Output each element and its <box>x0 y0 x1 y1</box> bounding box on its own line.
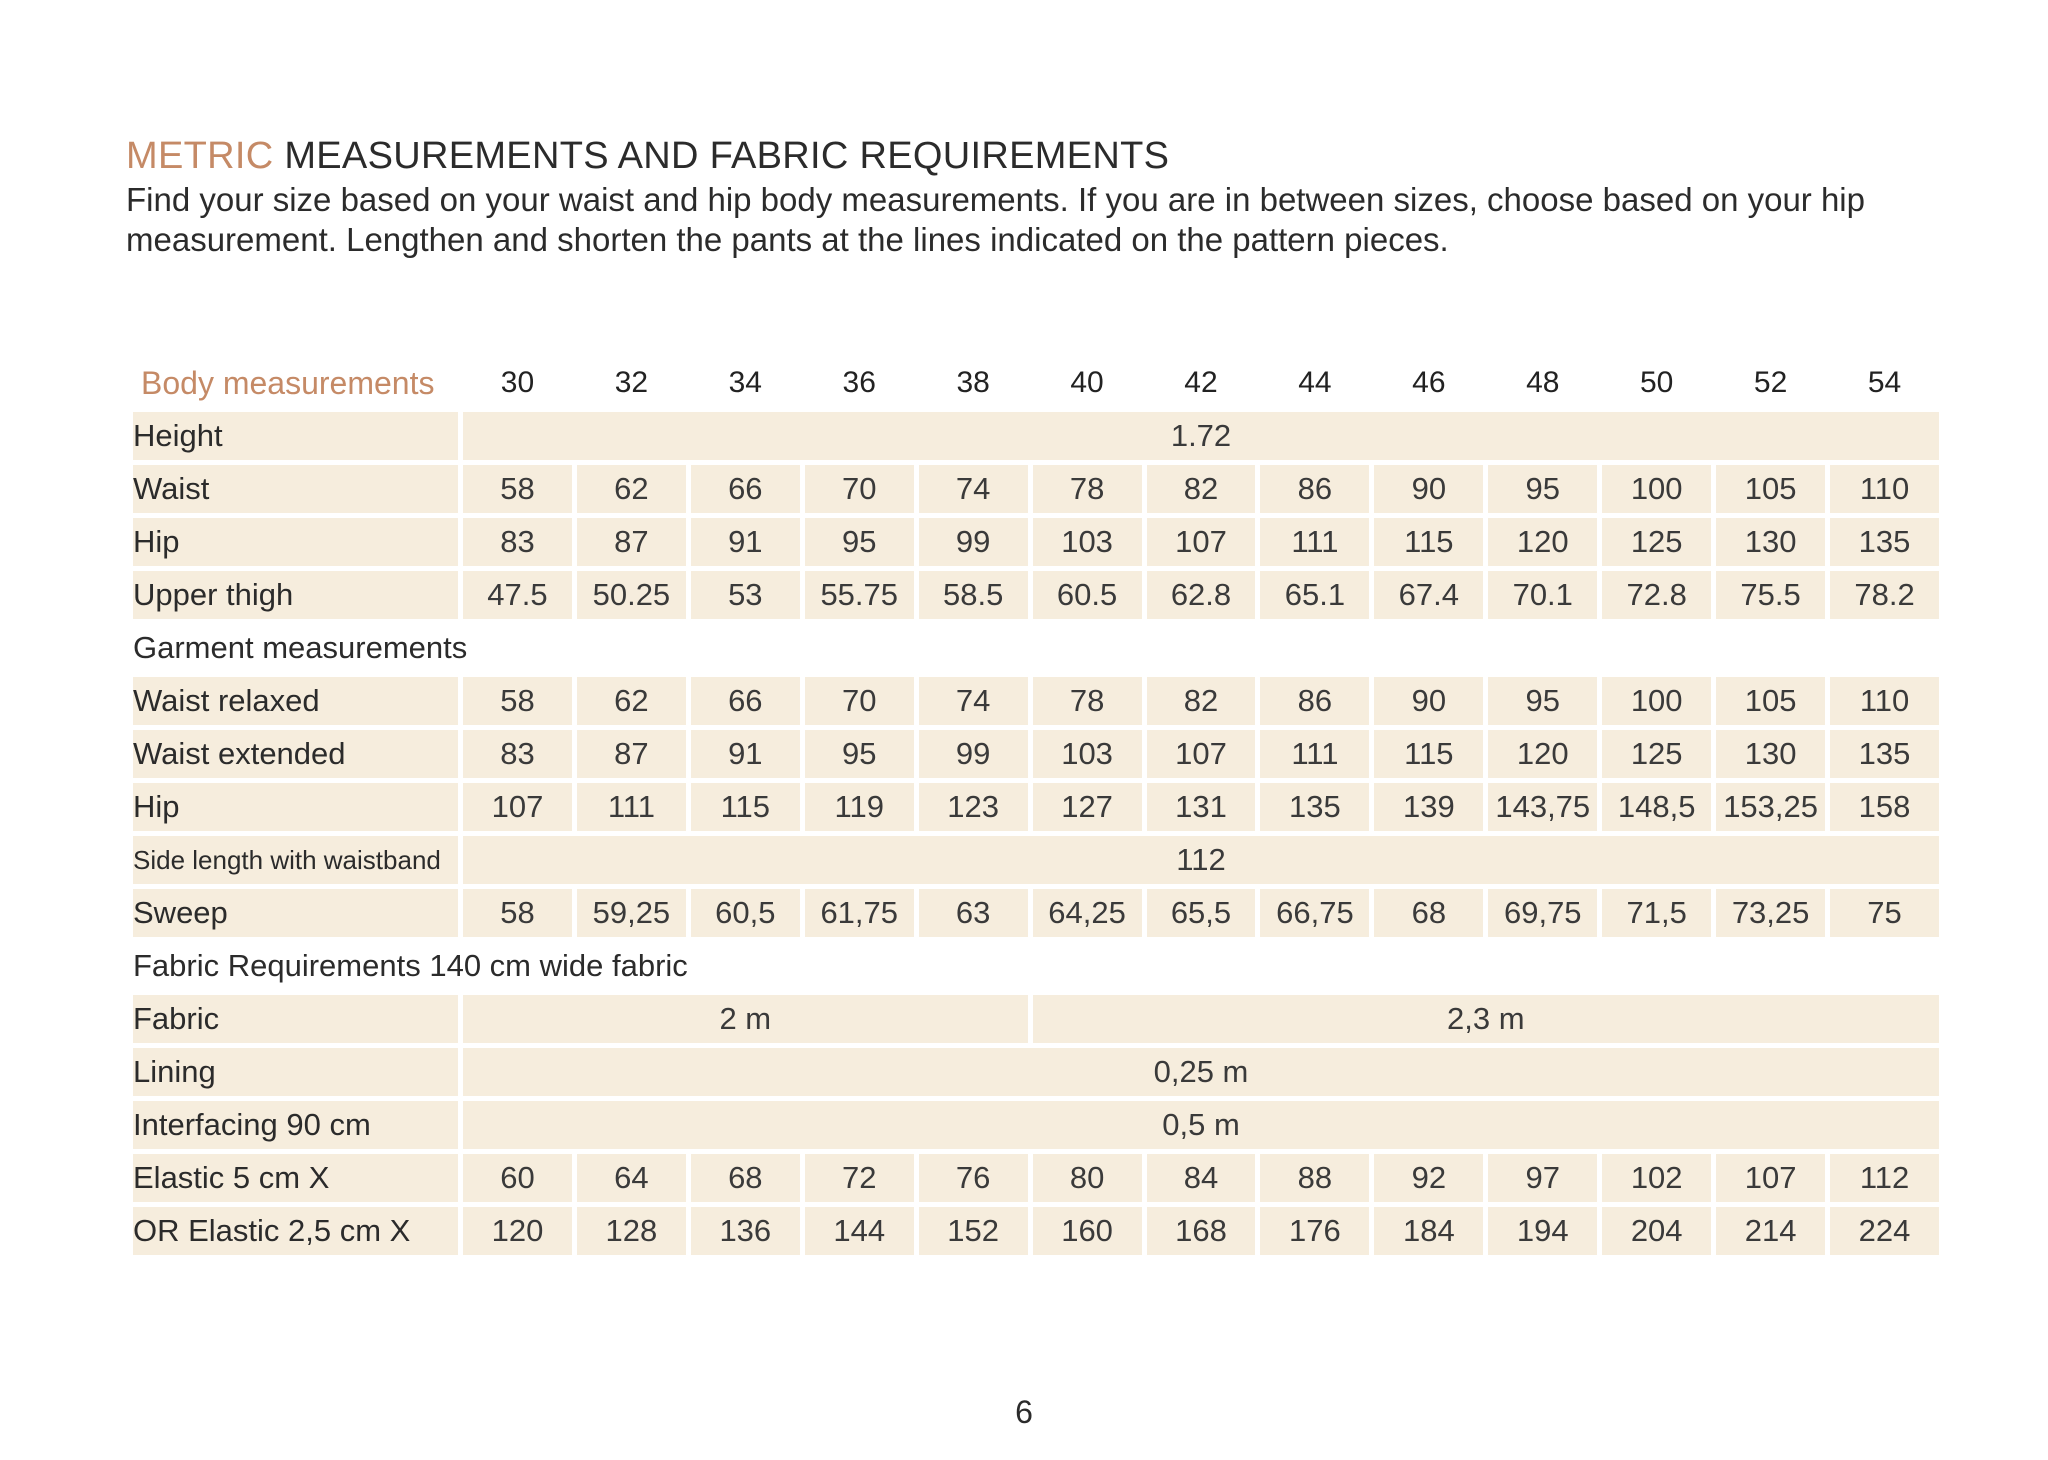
table-cell: 90 <box>1374 465 1483 513</box>
table-cell: 91 <box>691 730 800 778</box>
table-cell: 78 <box>1033 677 1142 725</box>
table-row <box>133 1048 1939 1096</box>
table-cell: 84 <box>1147 1154 1256 1202</box>
table-cell: 53 <box>691 571 800 619</box>
table-cell: 123 <box>919 783 1028 831</box>
table-row <box>133 677 1939 725</box>
table-cell: 60.5 <box>1033 571 1142 619</box>
table-cell-merged: 0,5 m <box>463 1101 1939 1149</box>
table-cell: 92 <box>1374 1154 1483 1202</box>
table-row <box>133 1207 1939 1255</box>
table-cell: 160 <box>1033 1207 1142 1255</box>
size-header-46: 46 <box>1412 366 1446 399</box>
table-cell: 97 <box>1488 1154 1597 1202</box>
row-label: Upper thigh <box>133 571 458 619</box>
table-cell: 119 <box>805 783 914 831</box>
row-label: Hip <box>133 518 458 566</box>
table-cell: 112 <box>1830 1154 1939 1202</box>
table-cell: 105 <box>1716 465 1825 513</box>
table-cell: 83 <box>463 518 572 566</box>
table-row <box>133 571 1939 619</box>
table-cell: 184 <box>1374 1207 1483 1255</box>
table-cell: 103 <box>1033 518 1142 566</box>
size-header-54: 54 <box>1867 366 1902 399</box>
table-cell: 58 <box>463 465 572 513</box>
table-cell-merged: 2 m <box>463 995 1028 1043</box>
table-cell: 66,75 <box>1260 889 1369 937</box>
table-cell: 153,25 <box>1716 783 1825 831</box>
table-cell: 62 <box>577 677 686 725</box>
table-cell: 135 <box>1260 783 1369 831</box>
table-cell: 80 <box>1033 1154 1142 1202</box>
table-cell: 135 <box>1830 730 1939 778</box>
table-cell: 131 <box>1147 783 1256 831</box>
row-label: Height <box>133 412 458 460</box>
section-row <box>133 624 1939 672</box>
table-cell-merged: 2,3 m <box>1033 995 1939 1043</box>
intro-text <box>126 180 1986 260</box>
size-header-row <box>133 359 1939 407</box>
row-label: Waist extended <box>133 730 458 778</box>
table-cell: 72 <box>805 1154 914 1202</box>
table-cell: 95 <box>805 730 914 778</box>
table-cell-merged: 1.72 <box>463 412 1939 460</box>
table-cell: 139 <box>1374 783 1483 831</box>
table-cell: 58 <box>463 889 572 937</box>
table-row <box>133 412 1939 460</box>
section-heading: Fabric Requirements 140 cm wide fabric <box>133 948 688 983</box>
table-cell: 135 <box>1830 518 1939 566</box>
table-cell: 86 <box>1260 677 1369 725</box>
table-row <box>133 465 1939 513</box>
table-cell: 111 <box>1260 730 1369 778</box>
table-cell: 58 <box>463 677 572 725</box>
table-cell: 65,5 <box>1147 889 1256 937</box>
body-measurements-heading: Body measurements <box>141 364 435 401</box>
table-cell: 64,25 <box>1033 889 1142 937</box>
size-header-32: 32 <box>614 366 649 399</box>
table-cell: 144 <box>805 1207 914 1255</box>
table-cell: 107 <box>1147 730 1256 778</box>
table-cell: 76 <box>919 1154 1028 1202</box>
row-label: Elastic 5 cm X <box>133 1154 458 1202</box>
table-cell: 75.5 <box>1716 571 1825 619</box>
table-cell: 110 <box>1830 677 1939 725</box>
table-cell: 107 <box>1716 1154 1825 1202</box>
table-cell: 95 <box>1488 465 1597 513</box>
table-cell: 111 <box>577 783 686 831</box>
table-cell: 120 <box>463 1207 572 1255</box>
row-label: Sweep <box>133 889 458 937</box>
table-cell: 204 <box>1602 1207 1711 1255</box>
table-cell: 99 <box>919 518 1028 566</box>
table-cell: 75 <box>1830 889 1939 937</box>
row-label: Side length with waistband <box>133 836 458 884</box>
table-row <box>133 995 1939 1043</box>
table-cell: 70 <box>805 677 914 725</box>
table-cell: 82 <box>1147 465 1256 513</box>
size-header-50: 50 <box>1639 366 1674 399</box>
table-row <box>133 1154 1939 1202</box>
table-cell: 87 <box>577 518 686 566</box>
table-cell: 66 <box>691 465 800 513</box>
table-cell: 65.1 <box>1260 571 1369 619</box>
table-cell: 71,5 <box>1602 889 1711 937</box>
table-cell: 74 <box>919 677 1028 725</box>
table-cell: 100 <box>1602 677 1711 725</box>
table-cell: 83 <box>463 730 572 778</box>
table-cell: 136 <box>691 1207 800 1255</box>
table-cell: 63 <box>919 889 1028 937</box>
size-header-48: 48 <box>1526 366 1560 399</box>
table-cell: 100 <box>1602 465 1711 513</box>
table-cell: 130 <box>1716 730 1825 778</box>
size-chart-table <box>128 354 1944 1260</box>
table-cell: 70 <box>805 465 914 513</box>
table-cell: 68 <box>1374 889 1483 937</box>
table-cell: 78.2 <box>1830 571 1939 619</box>
table-cell-merged: 0,25 m <box>463 1048 1939 1096</box>
size-chart-body <box>133 412 1939 1255</box>
table-cell: 168 <box>1147 1207 1256 1255</box>
table-cell: 95 <box>1488 677 1597 725</box>
table-cell: 176 <box>1260 1207 1369 1255</box>
table-cell: 74 <box>919 465 1028 513</box>
table-cell: 110 <box>1830 465 1939 513</box>
size-header-44: 44 <box>1298 366 1332 399</box>
table-cell: 125 <box>1602 518 1711 566</box>
table-cell: 127 <box>1033 783 1142 831</box>
table-cell: 107 <box>463 783 572 831</box>
table-cell: 60 <box>463 1154 572 1202</box>
table-cell: 128 <box>577 1207 686 1255</box>
intro-line-1: Find your size based on your waist and hip body measurements. If you are in between sizes, choose based on your hip <box>126 181 1865 218</box>
size-header-40: 40 <box>1070 366 1104 399</box>
table-cell: 120 <box>1488 518 1597 566</box>
row-label: Lining <box>133 1048 458 1096</box>
section-heading: Garment measurements <box>133 630 468 665</box>
table-cell: 73,25 <box>1716 889 1825 937</box>
size-header-30: 30 <box>500 366 535 399</box>
table-cell: 120 <box>1488 730 1597 778</box>
row-label: Interfacing 90 cm <box>133 1101 458 1149</box>
table-cell: 61,75 <box>805 889 914 937</box>
table-cell: 194 <box>1488 1207 1597 1255</box>
table-cell: 152 <box>919 1207 1028 1255</box>
row-label: Hip <box>133 783 458 831</box>
table-cell: 158 <box>1830 783 1939 831</box>
table-cell: 105 <box>1716 677 1825 725</box>
table-cell: 64 <box>577 1154 686 1202</box>
section-row <box>133 942 1939 990</box>
table-cell-merged: 112 <box>463 836 1939 884</box>
table-cell: 224 <box>1830 1207 1939 1255</box>
table-cell: 107 <box>1147 518 1256 566</box>
table-row <box>133 1101 1939 1149</box>
page-title <box>126 134 1169 178</box>
title-rest: MEASUREMENTS AND FABRIC REQUIREMENTS <box>273 135 1170 177</box>
table-cell: 72.8 <box>1602 571 1711 619</box>
table-row <box>133 783 1939 831</box>
size-header-36: 36 <box>842 366 876 399</box>
table-cell: 115 <box>1374 730 1483 778</box>
table-cell: 58.5 <box>919 571 1028 619</box>
table-cell: 55.75 <box>805 571 914 619</box>
table-cell: 115 <box>1374 518 1483 566</box>
table-cell: 67.4 <box>1374 571 1483 619</box>
size-header-34: 34 <box>728 366 762 399</box>
table-cell: 69,75 <box>1488 889 1597 937</box>
table-cell: 125 <box>1602 730 1711 778</box>
table-cell: 60,5 <box>691 889 800 937</box>
table-cell: 68 <box>691 1154 800 1202</box>
row-label: Fabric <box>133 995 458 1043</box>
table-cell: 88 <box>1260 1154 1369 1202</box>
table-cell: 50.25 <box>577 571 686 619</box>
table-cell: 95 <box>805 518 914 566</box>
table-cell: 143,75 <box>1488 783 1597 831</box>
row-label: OR Elastic 2,5 cm X <box>133 1207 458 1255</box>
table-cell: 86 <box>1260 465 1369 513</box>
table-cell: 70.1 <box>1488 571 1597 619</box>
table-cell: 115 <box>691 783 800 831</box>
row-label: Waist relaxed <box>133 677 458 725</box>
table-cell: 78 <box>1033 465 1142 513</box>
table-cell: 214 <box>1716 1207 1825 1255</box>
table-cell: 103 <box>1033 730 1142 778</box>
table-cell: 59,25 <box>577 889 686 937</box>
row-label: Waist <box>133 465 458 513</box>
intro-line-2: measurement. Lengthen and shorten the pants at the lines indicated on the pattern pieces. <box>126 221 1449 258</box>
table-row <box>133 836 1939 884</box>
table-cell: 87 <box>577 730 686 778</box>
table-cell: 62 <box>577 465 686 513</box>
table-cell: 111 <box>1260 518 1369 566</box>
size-header-42: 42 <box>1184 366 1218 399</box>
table-cell: 99 <box>919 730 1028 778</box>
table-cell: 82 <box>1147 677 1256 725</box>
table-cell: 62.8 <box>1147 571 1256 619</box>
size-header-38: 38 <box>956 366 990 399</box>
page-number: 6 <box>1015 1394 1033 1430</box>
table-row <box>133 889 1939 937</box>
table-row <box>133 518 1939 566</box>
table-cell: 148,5 <box>1602 783 1711 831</box>
table-cell: 130 <box>1716 518 1825 566</box>
table-cell: 47.5 <box>463 571 572 619</box>
table-cell: 91 <box>691 518 800 566</box>
title-accent: METRIC <box>126 135 274 177</box>
table-cell: 90 <box>1374 677 1483 725</box>
size-header-52: 52 <box>1753 366 1788 399</box>
table-row <box>133 730 1939 778</box>
table-cell: 66 <box>691 677 800 725</box>
table-cell: 102 <box>1602 1154 1711 1202</box>
